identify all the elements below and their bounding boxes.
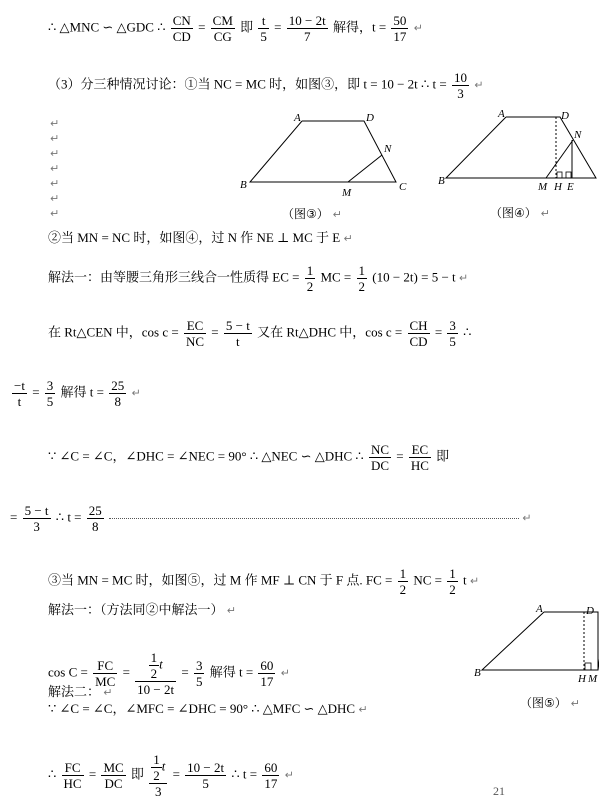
line-similar-mfc-dhc: ∵ ∠C = ∠C，∠MFC = ∠DHC = 90° ∴ △MFC ∽ △DHC ↵ bbox=[48, 701, 368, 716]
fraction: $\frac{60}{17}$ bbox=[264, 760, 278, 791]
line-case-three-sub: ③当 MN = MC 时，如图⑤，过 M 作 MF ⊥ CN 于 F 点. FC = $\frac{1}{2}$ NC = $\frac{1}{2}$ t ↵ bbox=[48, 566, 480, 597]
return-mark: ↵ bbox=[226, 604, 236, 617]
figure-4-trapezoid bbox=[436, 108, 599, 198]
svg-text:M: M bbox=[538, 181, 548, 193]
svg-text:D: D bbox=[366, 112, 374, 124]
return-mark: ↵ bbox=[522, 511, 532, 525]
line-method-one: 解法一：由等腰三角形三线合一性质得 EC = $\frac{1}{2}$ MC = $\frac{1}{2}$ (10 − 2t) = 5 − t ↵ bbox=[48, 263, 469, 294]
fraction: $\frac{-t}{t}$ bbox=[14, 378, 25, 409]
svg-text:H: H bbox=[554, 181, 562, 193]
fraction: $\frac{FC}{MC}$ bbox=[95, 658, 116, 689]
fraction: $\frac{50}{17}$ bbox=[393, 13, 407, 44]
figure-3-caption: （图③） ↵ bbox=[282, 207, 342, 221]
line-similar-triangles: ∵ ∠C = ∠C，∠DHC = ∠NEC = 90° ∴ △NEC ∽ △DHC ∴ $\frac{NC}{DC}$ = $\frac{EC}{HC}$ 即 bbox=[48, 442, 450, 473]
return-mark: ↵ bbox=[358, 703, 368, 716]
figure-3-trapezoid bbox=[236, 112, 426, 212]
fraction: $\frac{3}{5}$ bbox=[449, 318, 456, 349]
return-mark: ↵ bbox=[103, 686, 113, 699]
return-mark: ↵ bbox=[413, 21, 423, 35]
page-number: 21 bbox=[493, 784, 505, 798]
svg-text:E: E bbox=[567, 181, 574, 193]
figure-5-caption: （图⑤） ↵ bbox=[520, 696, 580, 710]
fraction: $\frac{60}{17}$ bbox=[260, 658, 274, 689]
compound-fraction: $\frac{1}{2}$ t 10 − 2t bbox=[137, 650, 175, 697]
svg-text:A: A bbox=[498, 108, 505, 120]
fraction: $\frac{1}{2}$ bbox=[449, 566, 456, 597]
fraction: $\frac{1}{2}$ bbox=[306, 263, 314, 294]
svg-text:B: B bbox=[240, 179, 247, 191]
fraction: $\frac{NC}{DC}$ bbox=[370, 442, 390, 473]
return-mark: ↵ bbox=[131, 386, 141, 400]
svg-text:C: C bbox=[399, 181, 407, 193]
fraction: $\frac{10 - 2t}{5}$ bbox=[187, 760, 225, 791]
line-cos-solve-60-17: cos C = $\frac{FC}{MC}$ = $\frac{1}{2}$ t 10 − 2t = $\frac{3}{5}$ 解得 t = $\frac{60}{17}$ ↵ bbox=[48, 650, 290, 697]
fraction: $\frac{3}{5}$ bbox=[195, 658, 203, 689]
fraction: $\frac{10 - 2t}{7}$ bbox=[288, 13, 326, 44]
fraction: $\frac{25}{8}$ bbox=[111, 378, 125, 409]
svg-text:D: D bbox=[586, 605, 594, 617]
line-method-one-ref: 解法一：（方法同②中解法一） ↵ bbox=[48, 602, 236, 617]
svg-text:A: A bbox=[536, 603, 543, 615]
line-cosine-relations: 在 Rt△CEN 中，cos c = $\frac{EC}{NC}$ = $\frac{5 - t}{t}$ 又在 Rt△DHC 中，cos c = $\frac{CH}{CD}$ = $\frac{3}{5}$ ∴ bbox=[48, 318, 472, 349]
svg-text:B: B bbox=[438, 175, 445, 187]
figure-4-caption: （图④） ↵ bbox=[490, 206, 550, 220]
compound-fraction: $\frac{1}{2}$ t 3 bbox=[149, 752, 167, 799]
dotted-leader bbox=[109, 518, 519, 519]
fraction: $\frac{CH}{CD}$ bbox=[409, 318, 428, 349]
return-mark: ↵ bbox=[284, 768, 294, 782]
fraction: $\frac{CN}{CD}$ bbox=[172, 13, 191, 44]
fraction: $\frac{3}{5}$ bbox=[46, 378, 54, 409]
line-solve-25-8: $\frac{-t}{t}$ = $\frac{3}{5}$ 解得 t = $\frac{25}{8}$ ↵ bbox=[14, 378, 141, 409]
fraction: $\frac{25}{8}$ bbox=[88, 503, 102, 534]
figure-5-trapezoid bbox=[474, 600, 599, 685]
fraction: $\frac{5 - t}{3}$ bbox=[24, 503, 49, 534]
svg-text:N: N bbox=[384, 143, 392, 155]
line-method-two: 解法二： ↵ bbox=[48, 684, 113, 699]
line-case-two-intro: ②当 MN = NC 时，如图④，过 N 作 NE ⊥ MC 于 E ↵ bbox=[48, 230, 353, 245]
return-marks-column: ↵ ↵ ↵ ↵ ↵ ↵ ↵ bbox=[50, 117, 60, 220]
line-similarity-result: ∴ △MNC ∽ △GDC ∴ $\frac{CN}{CD}$ = $\frac{CM}{CG}$ 即 $\frac{t}{5}$ = $\frac{10 - 2t}{7}$ 解得，t = $\frac{50}{17}$ ↵ bbox=[48, 13, 423, 44]
svg-text:H: H bbox=[578, 673, 586, 685]
fraction: $\frac{CM}{CG}$ bbox=[212, 13, 233, 44]
svg-text:N: N bbox=[574, 129, 582, 141]
fraction: $\frac{FC}{HC}$ bbox=[63, 760, 82, 791]
svg-text:B: B bbox=[474, 667, 481, 679]
svg-text:A: A bbox=[294, 112, 301, 124]
fraction: $\frac{EC}{HC}$ bbox=[410, 442, 429, 473]
svg-text:D: D bbox=[561, 110, 569, 122]
fraction: $\frac{5 - t}{t}$ bbox=[225, 318, 250, 349]
line-final-60-17: ∴ $\frac{FC}{HC}$ = $\frac{MC}{DC}$ 即 $\frac{1}{2}$ t 3 = $\frac{10 - 2t}{5}$ ∴ t = $\frac{60}{17}$ ↵ bbox=[48, 752, 294, 799]
fraction: $\frac{1}{2}$ bbox=[399, 566, 407, 597]
return-mark: ↵ bbox=[343, 232, 353, 245]
return-mark: ↵ bbox=[458, 271, 469, 285]
fraction: $\frac{1}{2}$ bbox=[358, 263, 366, 294]
return-mark: ↵ bbox=[474, 78, 484, 92]
fraction: $\frac{t}{5}$ bbox=[260, 13, 267, 44]
svg-text:M: M bbox=[588, 673, 598, 685]
fraction: $\frac{MC}{DC}$ bbox=[103, 760, 124, 791]
line-case-three-intro: （3）分三种情况讨论：①当 NC = MC 时，如图③，即 t = 10 − 2t ∴ t = $\frac{10}{3}$ ↵ bbox=[48, 70, 484, 101]
fraction: $\frac{10}{3}$ bbox=[453, 70, 467, 101]
return-mark: ↵ bbox=[469, 574, 480, 588]
svg-text:M: M bbox=[342, 187, 352, 199]
return-mark: ↵ bbox=[280, 666, 290, 680]
line-result-25-8: = $\frac{5 - t}{3}$ ∴ t = $\frac{25}{8}$ ↵ bbox=[10, 503, 532, 534]
fraction: $\frac{EC}{NC}$ bbox=[185, 318, 205, 349]
